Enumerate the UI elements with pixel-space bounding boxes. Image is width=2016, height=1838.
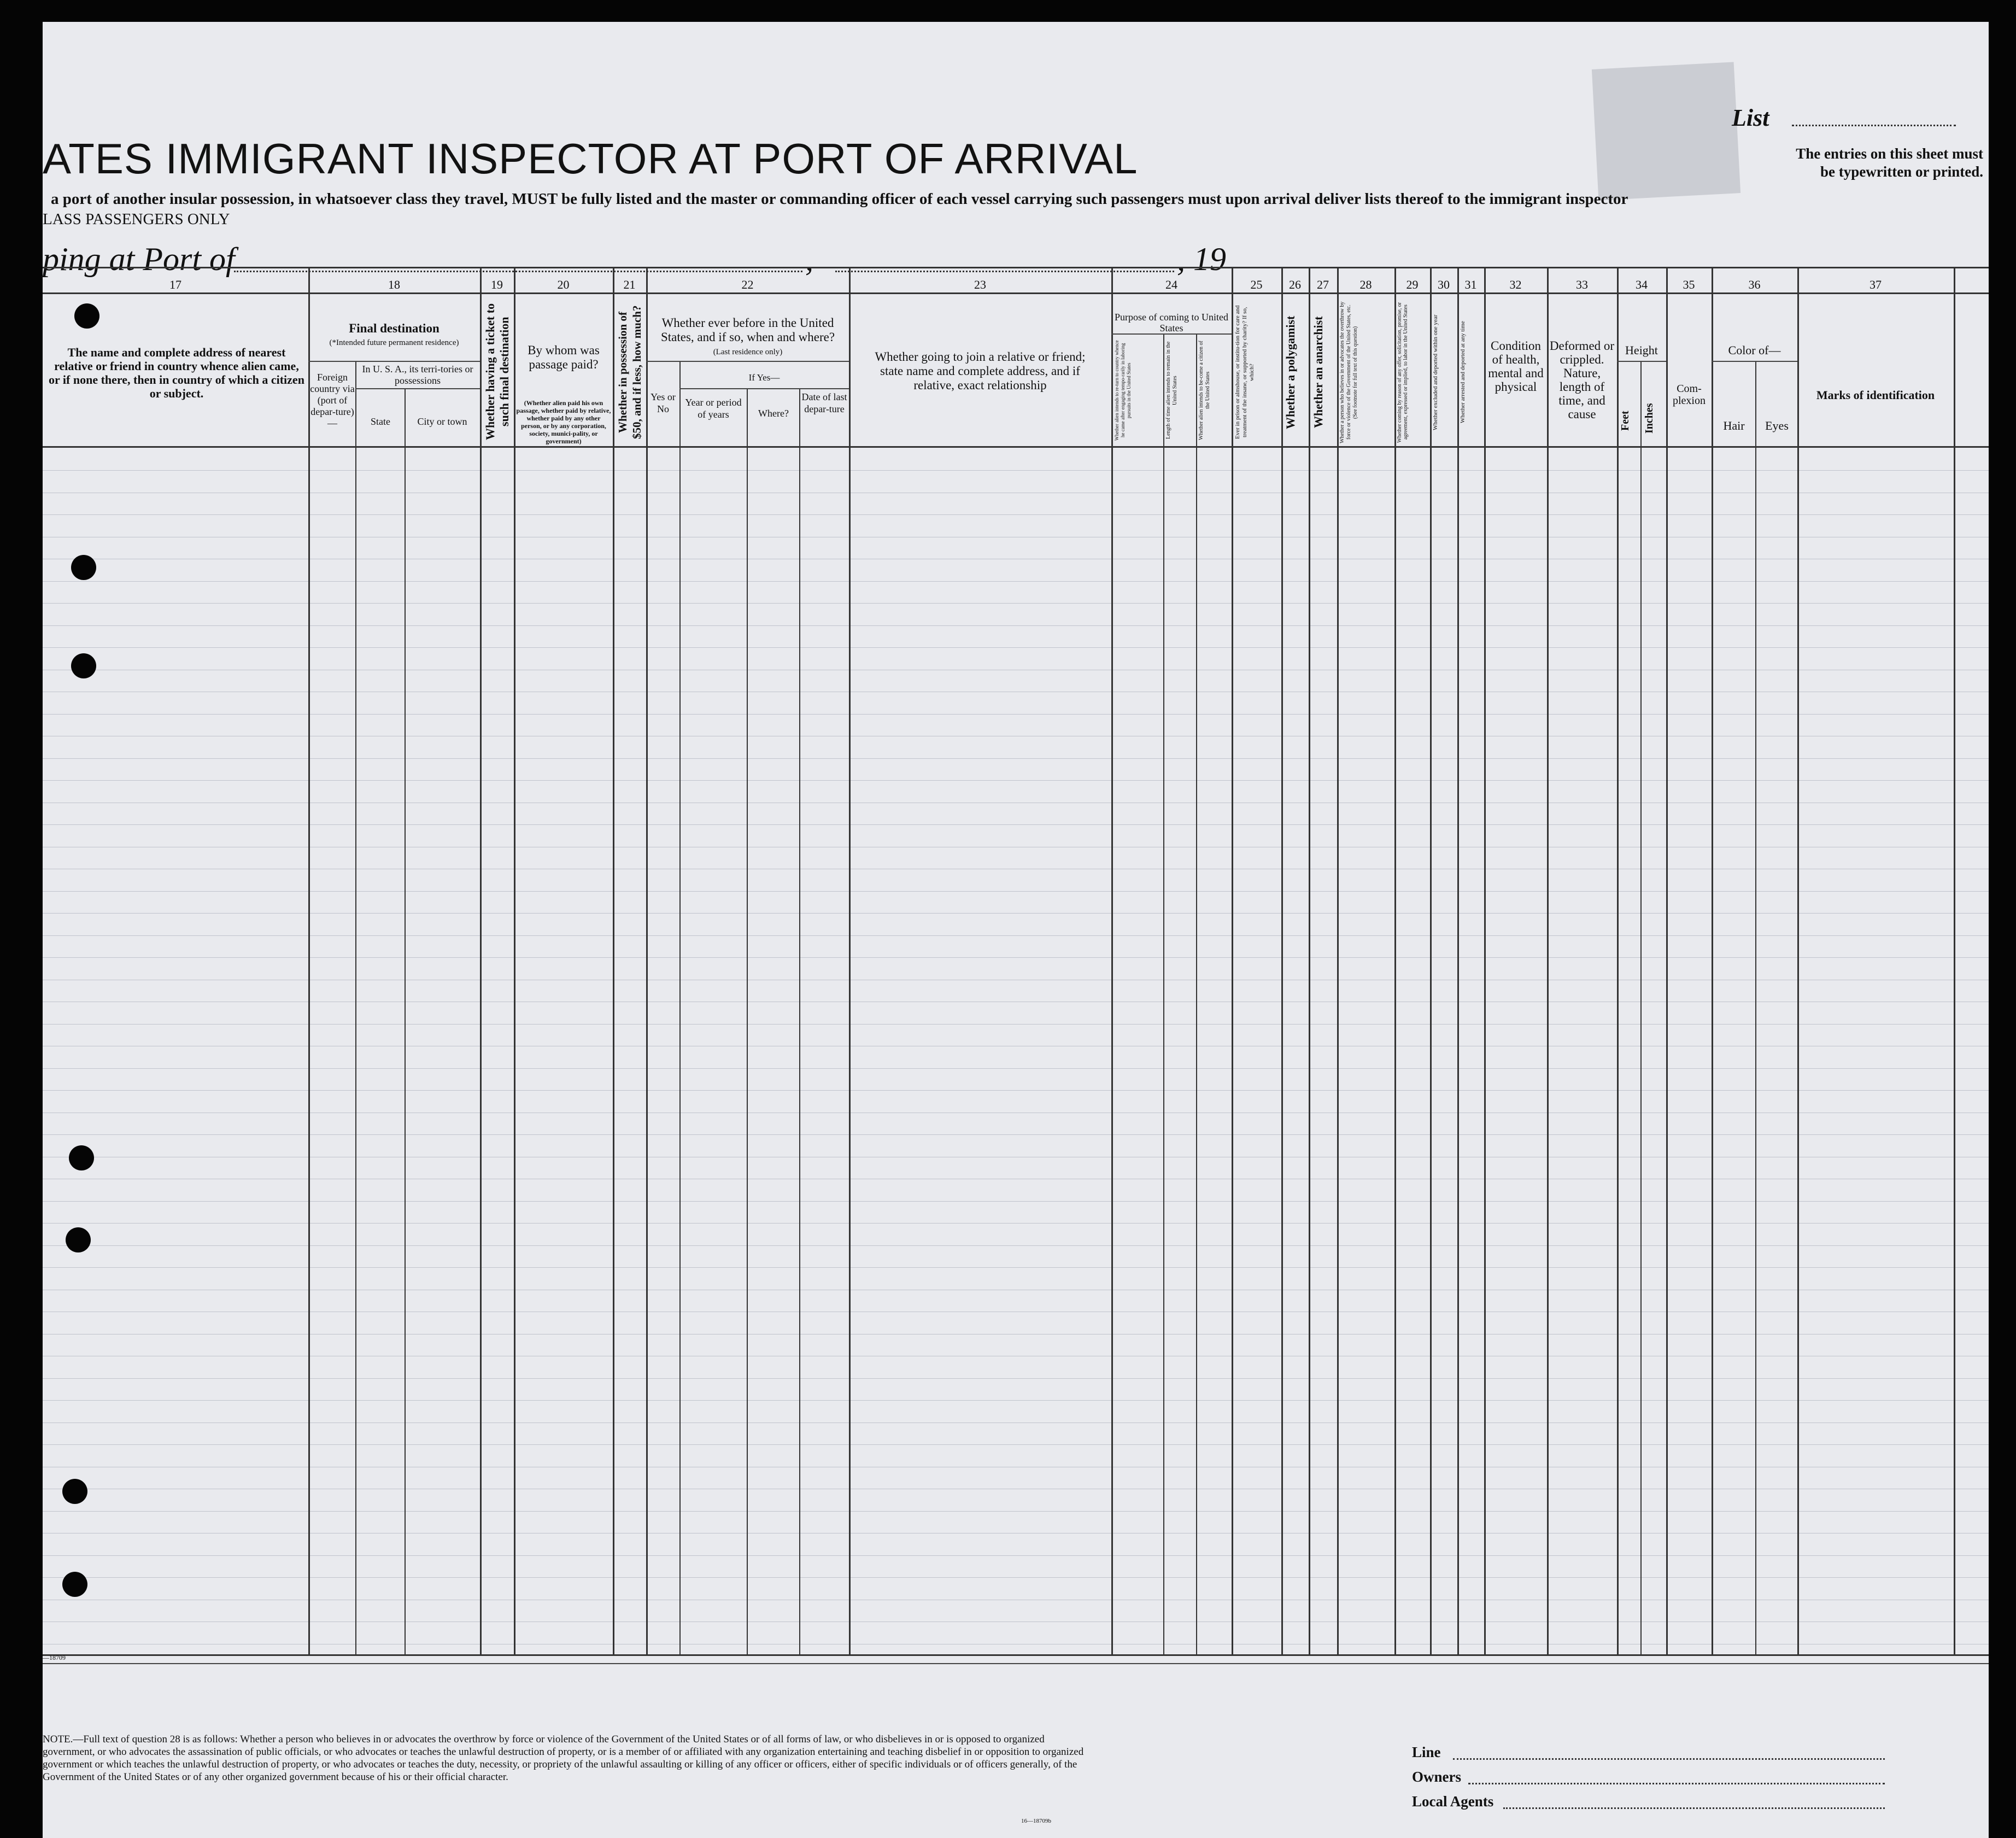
instruction-text: a port of another insular possession, in whatsoever class they travel, MUST be fully listed and the master or commanding officer of each vessel carrying such passengers must upon arrival deliver lists thereof to the immigrant inspector xyxy=(51,190,1628,208)
col-number-20: 20 xyxy=(557,278,570,291)
list-blank[interactable] xyxy=(1792,125,1956,126)
table-top-border xyxy=(43,267,1989,268)
col-24-sub-2 xyxy=(1196,333,1197,1654)
punch-hole xyxy=(62,1479,87,1504)
header-col-18-usa: In U. S. A., its terri-tories or possessions xyxy=(362,364,473,386)
header-col-22-yesno: Yes or No xyxy=(650,391,676,414)
header-col-18-city: City or town xyxy=(417,416,467,427)
entry-rule xyxy=(43,913,1989,914)
port-comma: , xyxy=(805,241,813,277)
entry-rule xyxy=(43,581,1989,582)
col-number-25: 25 xyxy=(1250,278,1263,291)
header-col-28: Whether a person who believes in or advocates the overthrow by force or violence of the Government of the United States, etc. (See footnote for full text of this question) xyxy=(1339,301,1358,443)
entry-rule xyxy=(43,780,1989,781)
col-divider-20-21 xyxy=(613,267,614,1654)
col-divider-19-20 xyxy=(514,267,515,1654)
header-col-36-hair: Hair xyxy=(1723,419,1745,432)
col-divider-25-26 xyxy=(1281,267,1283,1654)
class-line: LASS PASSENGERS ONLY xyxy=(43,210,230,228)
punch-hole xyxy=(66,1227,91,1252)
col-18-sub-line xyxy=(308,361,480,362)
header-col-20-sub: (Whether alien paid his own passage, whether paid by relative, whether paid by any other person, or by any corporation, society, munici-pality, or government) xyxy=(516,399,611,445)
col-number-31: 31 xyxy=(1464,278,1477,291)
punch-hole xyxy=(71,555,96,580)
col-34-sub xyxy=(1640,361,1642,1654)
table-bottom-border-2 xyxy=(43,1663,1989,1664)
header-col-32: Condition of health, mental and physical xyxy=(1488,339,1544,394)
col-24-sub-1 xyxy=(1163,333,1164,1654)
port-label: ping at Port of xyxy=(43,241,235,277)
entry-rule xyxy=(43,1577,1989,1578)
entry-rule xyxy=(43,1134,1989,1135)
entry-rule xyxy=(43,1444,1989,1445)
col-24-sub-line xyxy=(1111,333,1232,335)
entry-rule xyxy=(43,1378,1989,1379)
col-36-sub-line xyxy=(1712,361,1797,362)
col-divider-36-37 xyxy=(1797,267,1799,1654)
header-col-25: Ever in prison or almshouse, or institu-tion for care and treatment of the insane, or supported by charity? If so, which? xyxy=(1234,305,1255,440)
footnote: NOTE.—Full text of question 28 is as follows: Whether a person who believes in or advocates the overthrow by force or violence of the Government of the United States or of all forms of law, or who disbelieves in or is opposed to organized government, or who advocates the assassination of public officials, or who advocates or teaches the unlawful destruction of property, or is a member of or affiliated with any organization entertaining and teaching disbelief in or opposition to organized government or which teaches the unlawful destruction of property, or who advocates or teaches the duty, necessity, or propriety of the unlawful assaulting or killing of any officer or officers, either of specific individuals or of officers generally, of the Government of the United States or of any other organized government because of his or their official character. xyxy=(43,1734,1084,1783)
col-divider-24-25 xyxy=(1232,267,1233,1654)
col-divider-28-29 xyxy=(1394,267,1396,1654)
entry-rule xyxy=(43,824,1989,825)
header-col-34-feet: Feet xyxy=(1619,411,1631,431)
header-col-36-eyes: Eyes xyxy=(1765,419,1789,432)
col-22-sub-2 xyxy=(747,388,748,1654)
agents-label: Local Agents xyxy=(1412,1793,1494,1810)
print-code: 16—18709b xyxy=(1021,1818,1051,1824)
list-label: List xyxy=(1732,104,1769,131)
punch-hole xyxy=(69,1145,94,1170)
entry-rule xyxy=(43,1090,1989,1091)
entry-rule xyxy=(43,603,1989,604)
entry-rule xyxy=(43,1201,1989,1202)
col-number-17: 17 xyxy=(169,278,181,291)
line-blank[interactable] xyxy=(1453,1758,1885,1760)
header-col-20-title: By whom was passage paid? xyxy=(528,343,600,371)
col-divider-26-27 xyxy=(1309,267,1310,1654)
col-divider-22-23 xyxy=(849,267,851,1654)
entry-rule xyxy=(43,1267,1989,1268)
col-22-sub-line-2 xyxy=(679,388,849,389)
header-col-22-title: Whether ever before in the United States, and if so, when and where? xyxy=(660,316,835,344)
header-col-18-state: State xyxy=(371,416,390,427)
owners-label: Owners xyxy=(1412,1769,1461,1785)
entry-rule xyxy=(43,1511,1989,1512)
header-col-27: Whether an anarchist xyxy=(1311,316,1325,429)
header-col-34-title: Height xyxy=(1625,343,1658,357)
header-col-24-a: Whether alien intends to re-turn to country whence he came after engaging tempo-rarily in laboring pursuits in the United States xyxy=(1114,340,1132,441)
entry-rule xyxy=(43,935,1989,936)
header-col-22-sub: (Last residence only) xyxy=(713,348,783,356)
header-col-22-ifyes: If Yes— xyxy=(748,372,780,383)
col-number-34: 34 xyxy=(1636,278,1648,291)
header-col-36-title: Color of— xyxy=(1728,343,1781,357)
col-divider-17-18 xyxy=(308,267,310,1654)
header-col-35: Com-plexion xyxy=(1673,383,1706,407)
entry-rule xyxy=(43,891,1989,892)
header-col-31: Whether arrested and deported at any time xyxy=(1460,321,1466,424)
punch-hole xyxy=(74,303,99,329)
punch-hole xyxy=(71,653,96,678)
col-18-sub-2 xyxy=(405,388,406,1654)
col-number-37: 37 xyxy=(1870,278,1882,291)
owners-blank[interactable] xyxy=(1468,1783,1885,1784)
col-divider-29-30 xyxy=(1430,267,1432,1654)
col-divider-18-19 xyxy=(480,267,482,1654)
header-col-24-c: Whether alien intends to be-come a citizen of the United States xyxy=(1198,341,1211,440)
entries-note-1: The entries on this sheet must xyxy=(1796,145,1983,162)
header-col-22-date: Date of last depar-ture xyxy=(801,391,847,414)
date-blank[interactable] xyxy=(835,271,1174,272)
col-divider-30-31 xyxy=(1457,267,1459,1654)
entry-rule xyxy=(43,1245,1989,1246)
header-col-17: The name and complete address of nearest relative or friend in country whence alien came, or if none there, then in country of which a citizen or subject. xyxy=(49,346,304,400)
header-col-34-inches: Inches xyxy=(1643,403,1655,434)
col-divider-32-33 xyxy=(1547,267,1549,1654)
col-number-27: 27 xyxy=(1317,278,1329,291)
header-bottom-border xyxy=(43,446,1989,448)
col-number-26: 26 xyxy=(1289,278,1301,291)
header-col-33: Deformed or crippled. Nature, length of time, and cause xyxy=(1549,339,1615,421)
col-number-24: 24 xyxy=(1165,278,1177,291)
header-col-18-foreign: Foreign country via (port of depar-ture)— xyxy=(310,372,355,429)
header-col-18-sub: (*Intended future permanent residence) xyxy=(329,338,459,347)
col-number-19: 19 xyxy=(491,278,503,291)
entry-rule xyxy=(43,1068,1989,1069)
entry-rule xyxy=(43,758,1989,759)
col-22-sub-line xyxy=(646,361,849,362)
col-number-21: 21 xyxy=(623,278,636,291)
col-18-sub-line-2 xyxy=(355,388,480,389)
entry-rule xyxy=(43,1555,1989,1556)
col-divider-27-28 xyxy=(1337,267,1339,1654)
agents-blank[interactable] xyxy=(1503,1807,1885,1809)
col-divider-23-24 xyxy=(1111,267,1113,1654)
col-divider-37-end xyxy=(1954,267,1955,1654)
line-label: Line xyxy=(1412,1744,1441,1760)
col-number-18: 18 xyxy=(388,278,400,291)
col-22-sub-3 xyxy=(799,388,800,1654)
col-number-29: 29 xyxy=(1406,278,1419,291)
col-number-23: 23 xyxy=(974,278,986,291)
page-title: ATES IMMIGRANT INSPECTOR AT PORT OF ARRIVAL xyxy=(43,134,1138,183)
table-bottom-border xyxy=(43,1654,1989,1656)
header-col-23: Whether going to join a relative or friend; state name and complete address, and if relative, exact relationship xyxy=(875,350,1086,392)
header-col-24-title: Purpose of coming to United States xyxy=(1115,312,1228,333)
header-col-24-b: Length of time alien intends to remain in the United States xyxy=(1165,341,1178,440)
header-col-30: Whether excluded and deported within one year xyxy=(1432,314,1439,430)
col-number-36: 36 xyxy=(1748,278,1761,291)
entry-rule xyxy=(43,647,1989,648)
year-label: , 19 xyxy=(1177,241,1226,277)
col-number-22: 22 xyxy=(741,278,754,291)
col-divider-31-32 xyxy=(1484,267,1486,1654)
col-36-sub xyxy=(1755,361,1756,1654)
header-col-37: Marks of identification xyxy=(1816,388,1935,402)
header-col-29: Whether coming by reason of any offer, solicitation, promise, or agreement, expressed or implied, to labor in the United States xyxy=(1397,302,1409,443)
entries-note xyxy=(1661,145,1983,181)
col-divider-33-34 xyxy=(1617,267,1619,1654)
entry-rule xyxy=(43,1400,1989,1401)
col-18-sub-1 xyxy=(355,361,356,1654)
entry-rule xyxy=(43,470,1989,471)
header-col-19: Whether having a ticket to such final destination xyxy=(483,303,511,441)
punch-hole xyxy=(62,1572,87,1597)
col-divider-34-35 xyxy=(1666,267,1668,1654)
header-col-26: Whether a polygamist xyxy=(1284,315,1297,429)
col-number-30: 30 xyxy=(1438,278,1450,291)
col-divider-21-22 xyxy=(646,267,648,1654)
col-number-35: 35 xyxy=(1683,278,1695,291)
port-blank[interactable] xyxy=(234,271,802,272)
form-number: —18709 xyxy=(43,1654,66,1661)
col-number-32: 32 xyxy=(1509,278,1522,291)
entry-rule xyxy=(43,957,1989,958)
number-row-border xyxy=(43,292,1989,294)
header-col-22-where: Where? xyxy=(758,408,789,419)
col-number-33: 33 xyxy=(1576,278,1588,291)
col-divider-35-36 xyxy=(1712,267,1713,1654)
header-col-21: Whether in possession of $50, and if less, how much? xyxy=(616,305,643,440)
entry-rule xyxy=(43,625,1989,626)
manifest-sheet xyxy=(43,22,1989,1838)
entry-rule xyxy=(43,714,1989,715)
entry-rule xyxy=(43,1024,1989,1025)
entry-rule xyxy=(43,1223,1989,1224)
entry-rule xyxy=(43,514,1989,515)
col-22-sub-1 xyxy=(679,361,681,1654)
col-number-28: 28 xyxy=(1359,278,1372,291)
header-col-22-year: Year or period of years xyxy=(685,397,742,420)
header-col-18-title: Final destination xyxy=(349,321,439,335)
entries-note-2: be typewritten or printed. xyxy=(1820,163,1983,180)
col-34-sub-line xyxy=(1617,361,1666,362)
